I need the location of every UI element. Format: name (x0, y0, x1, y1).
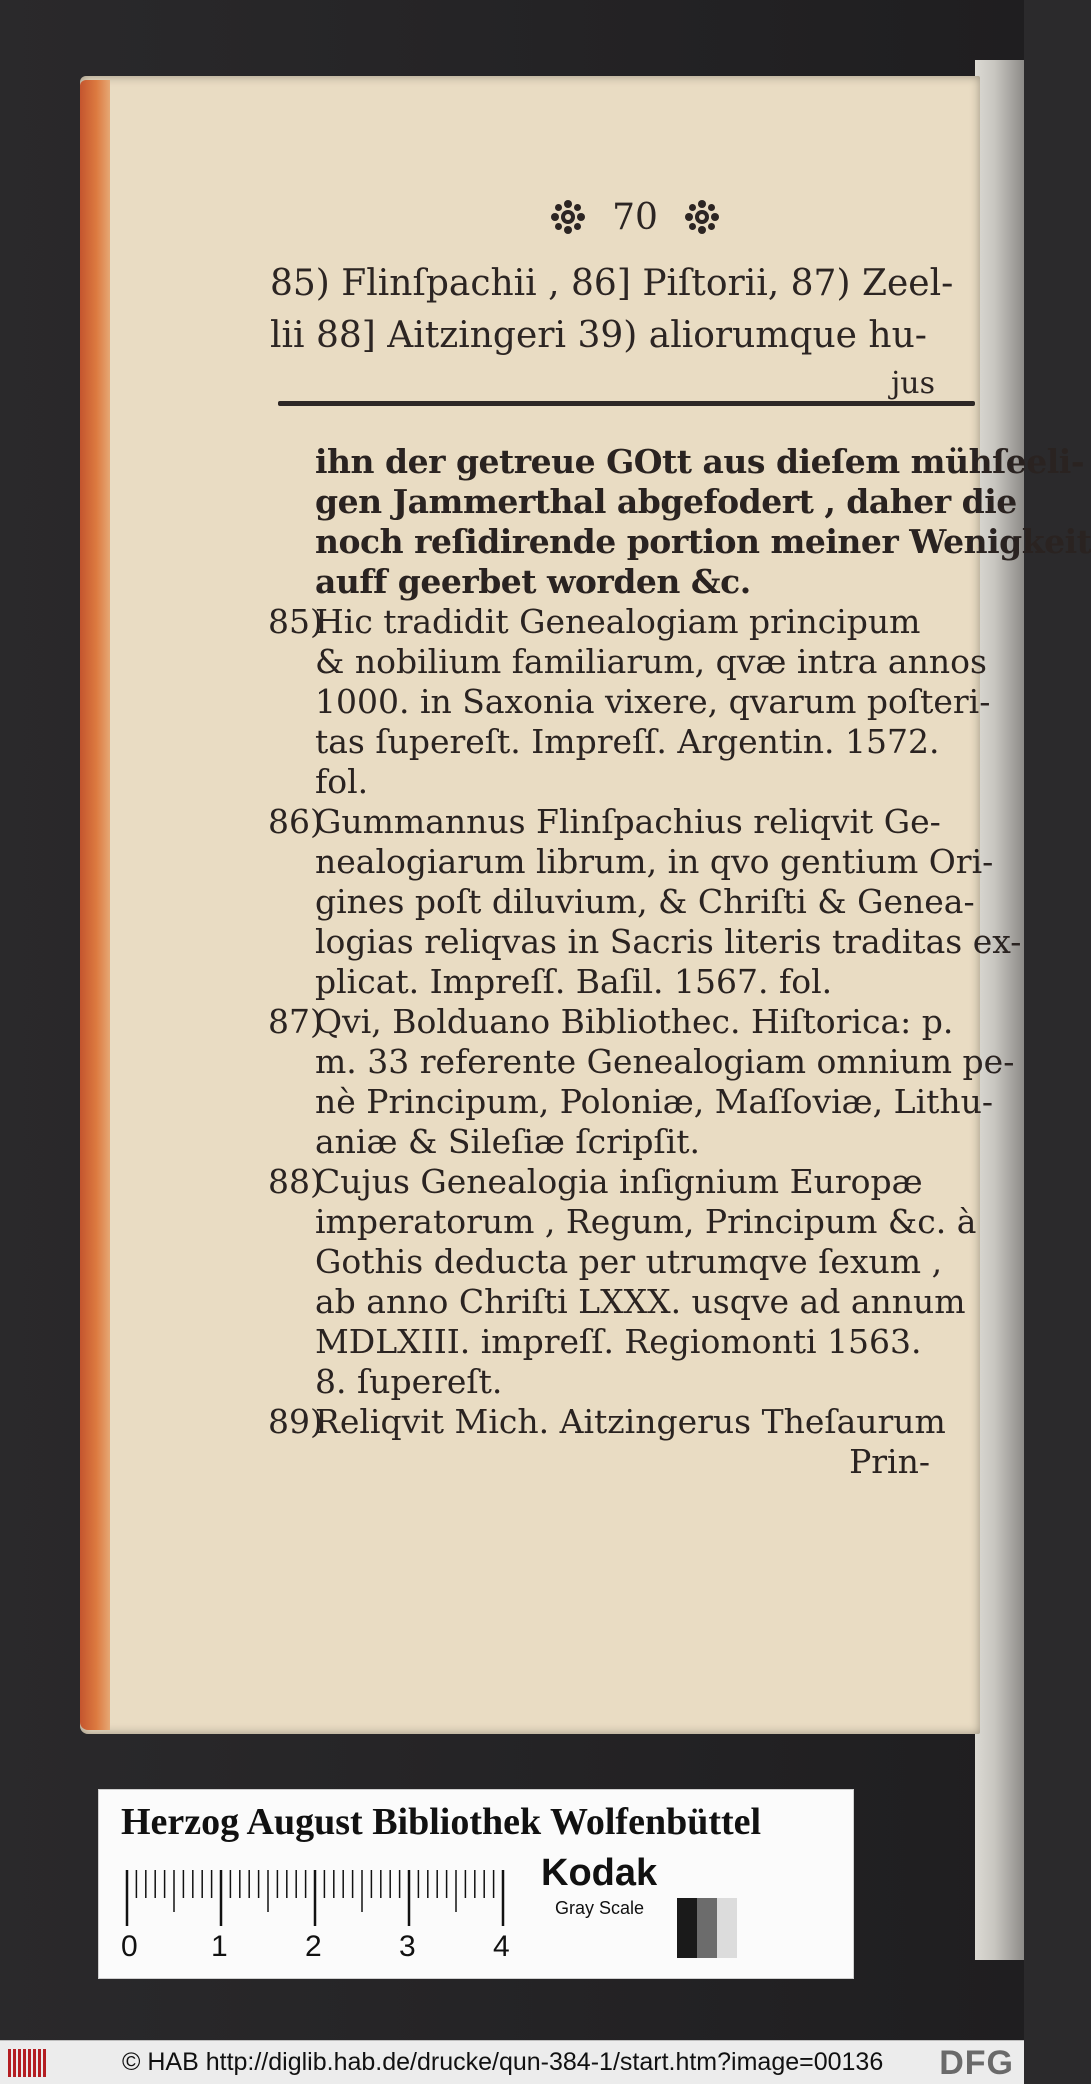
footnote-number: 85) (268, 602, 323, 641)
ruler-number: 2 (305, 1930, 322, 1963)
text-line: Gummannus Flinſpachius reliqvit Ge- (315, 802, 941, 841)
text-line: auff geerbet worden &c. (315, 562, 751, 601)
ruler-number: 3 (399, 1930, 416, 1963)
footer-bar (0, 2040, 1024, 2084)
logo-bar (8, 2049, 11, 2077)
body-text (268, 442, 1091, 1482)
text-line: & nobilium familiarum, qvæ intra annos (315, 642, 987, 681)
logo-bar (23, 2049, 26, 2077)
footnote-85 (268, 602, 991, 802)
text-line: 1000. in Saxonia vixere, qvarum poſteri- (315, 682, 991, 721)
text-line: Reliqvit Mich. Aitzingerus Theſaurum (315, 1402, 946, 1441)
text-line: tas ſupereſt. Impreſſ. Argentin. 1572. (315, 722, 940, 761)
dfg-logo: DFG (939, 2044, 1014, 2082)
text-line: aniæ & Sileſiæ ſcripſit. (315, 1122, 701, 1161)
footnote-89 (268, 1402, 980, 1442)
text-line: gen Jammerthal abgefodert , daher die (315, 482, 1017, 521)
ornament-right-icon (684, 199, 720, 235)
kodak-label: Kodak (541, 1852, 658, 1894)
text-line: ihn der getreue GOtt aus dieſem mühſeeli- (315, 442, 1085, 481)
logo-bar (38, 2049, 41, 2077)
footnote-number: 87) (268, 1002, 323, 1041)
text-line: Gothis deducta per utrumqve ſexum , (315, 1242, 943, 1281)
text-line: plicat. Impreſſ. Baſil. 1567. fol. (315, 962, 833, 1001)
header-rule (278, 401, 975, 406)
paragraph-continuation (268, 442, 1091, 602)
footnote-88 (268, 1162, 980, 1402)
text-line: 8. ſupereſt. (315, 1362, 503, 1401)
ruler-number: 4 (493, 1930, 510, 1963)
page-number: 70 (612, 196, 658, 238)
ornament-left-icon (550, 199, 586, 235)
footnote-number: 88) (268, 1162, 323, 1201)
ruler-scale (125, 1870, 505, 1930)
text-line: gines poſt diluvium, & Chriſti & Genea- (315, 882, 975, 921)
footnote-number: 86) (268, 802, 323, 841)
gray-patch (697, 1898, 717, 1958)
library-name: Herzog August Bibliothek Wolfenbüttel (121, 1801, 762, 1843)
logo-bar (13, 2049, 16, 2077)
gray-patch (717, 1898, 737, 1958)
color-target-card (98, 1789, 854, 1979)
text-line: MDLXIII. impreſſ. Regiomonti 1563. (315, 1322, 922, 1361)
page-red-edge (80, 80, 110, 1730)
header-line: 85) Flinſpachii , 86] Piſtorii, 87) Zeel- (270, 263, 954, 304)
text-line: Cujus Genealogia inſignium Europæ (315, 1162, 923, 1201)
gray-patch (677, 1898, 697, 1958)
logo-bar (33, 2049, 36, 2077)
logo-bar (18, 2049, 21, 2077)
text-line: nè Principum, Poloniæ, Maſſoviæ, Lithu- (315, 1082, 994, 1121)
running-header (270, 258, 975, 406)
text-line: fol. (315, 762, 369, 801)
logo-bar (28, 2049, 31, 2077)
footnote-86 (268, 802, 1022, 1002)
ruler-number: 0 (121, 1930, 138, 1963)
text-line: noch reſidirende portion meiner Wenigkeit (315, 522, 1091, 561)
header-line: lii 88] Aitzingeri 39) aliorumque hu- (270, 315, 927, 356)
header-line: jus (890, 366, 935, 401)
text-line: imperatorum , Regum, Principum &c. à (315, 1202, 977, 1241)
catchword: Prin- (849, 1442, 930, 1481)
footnote-87 (268, 1002, 1015, 1162)
gray-scale-label: Gray Scale (555, 1898, 645, 1918)
gray-scale-swatch (677, 1898, 737, 1958)
hab-logo-icon (8, 2049, 46, 2077)
text-line: ab anno Chriſti LXXX. usqve ad annum (315, 1282, 966, 1321)
footer-link[interactable]: © HAB http://diglib.hab.de/drucke/qun-384-1/start.htm?image=00136 (122, 2048, 884, 2076)
text-line: Hic tradidit Genealogiam principum (315, 602, 921, 641)
logo-bar (43, 2049, 46, 2077)
page-header (520, 192, 750, 242)
page-edge-strip (975, 60, 1024, 1960)
text-line: nealogiarum librum, in qvo gentium Ori- (315, 842, 994, 881)
text-line: m. 33 referente Genealogiam omnium pe- (315, 1042, 1015, 1081)
ruler-number: 1 (211, 1930, 228, 1963)
footnote-number: 89) (268, 1402, 323, 1441)
text-line: logias reliqvas in Sacris literis traditas ex- (315, 922, 1022, 961)
text-line: Qvi, Bolduano Bibliothec. Hiſtorica: p. (315, 1002, 954, 1041)
